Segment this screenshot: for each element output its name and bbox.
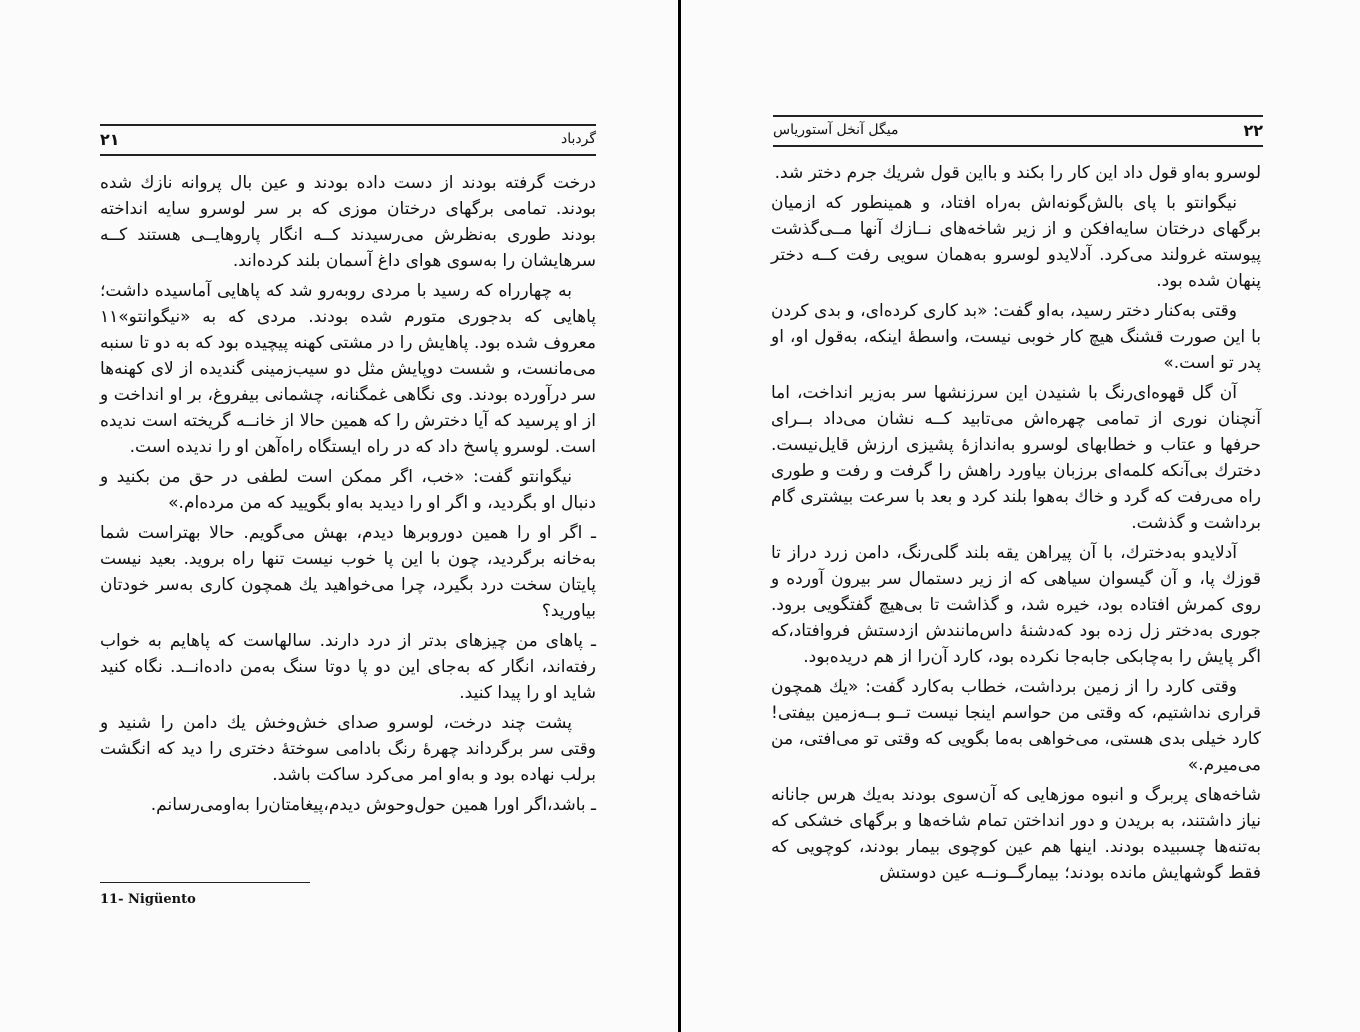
paragraph: لوسرو به‌او قول داد این کار را بکند و بااین قول شریك جرم دختر شد.: [774, 163, 1261, 183]
paragraph: نیگوانتو گفت: «خب، اگر ممکن است لطفی در حق من بکنید و دنبال او بگردید، و اگر او را دیدید به‌او بگویید که من مرده‌ام.»: [100, 467, 596, 513]
paragraph: پشت چند درخت، لوسرو صدای خش‌وخش یك دامن را شنید و وقتی سر برگرداند چهرهٔ رنگ بادامی سوختهٔ دختری را دید که انگشت برلب نهاده بود و به‌او امر می‌کرد ساکت باشد.: [100, 713, 596, 785]
paragraph: وقتی به‌کنار دختر رسید، به‌او گفت: «بد کاری کرده‌ای، و بدی کردن با این صورت قشنگ هیچ کار خوبی نیست، واسطهٔ اینکه، به‌قول او، او پدر تو است.»: [771, 301, 1261, 373]
paragraph: درخت گرفته بودند از دست داده بودند و عین بال پروانه نازك شده بودند. تمامی برگهای درختان موزی که بر سر لوسرو سایه انداخته بودند طوری به‌نظرش می‌رسیدند کــه انگار پاروهایــی هستند کــه سرهایشان را به‌سوی هوای داغ آسمان بلند کرده‌اند.: [100, 173, 596, 271]
running-title: میگل آنخل آستوریاس: [773, 122, 899, 138]
header-rule: [100, 124, 596, 126]
page-header: [100, 124, 596, 156]
paragraph: ـ اگر او را همین دوروبرها دیدم، بهش می‌گویم. حالا بهتراست شما به‌خانه برگردید، چون با این پا خوب نیست تنها راه بروید. بعید نیست پایتان سخت درد بگیرد، چرا می‌خواهید یك همچون کاری به‌سر خودتان بیاورید؟: [100, 523, 596, 621]
footnote-rule: [100, 882, 310, 883]
paragraph: ـ پاهای من چیزهای بدتر از درد دارند. سالهاست که پاهایم به خواب رفته‌اند، انگار که به‌جای این دو پا دوتا سنگ به‌من داده‌انــد. نگاه کنید شاید او را پیدا کنید.: [100, 631, 596, 703]
paragraph: شاخه‌های پربرگ و انبوه موزهایی که آن‌سوی بودند به‌یك هرس جانانه نیاز داشتند، به بریدن و دور انداختن تمام شاخه‌ها و برگهای خشکی که به‌تنه‌ها چسبیده بودند. اینها هم عین کوچوی بیمار بودند، کوچویی که فقط گوشهایش مانده بودند؛ بیمارگــونــه عین دوستش: [771, 785, 1261, 883]
paragraph: ـ باشد،اگر اورا همین حول‌وحوش دیدم،پیغامتان‌را به‌اومی‌رسانم.: [150, 795, 596, 815]
body-text: [771, 160, 1261, 890]
paragraph: آدلایدو به‌دخترك، با آن پیراهن یقه بلند گلی‌رنگ، دامن زرد دراز تا قوزك پا، و آن گیسوان سیاهی که از زیر دستمال سر بیرون آورده و روی کمرش افتاده بود، خیره شد، و گذاشت تا بی‌هیچ گفتگویی برود. جوری به‌دختر زل زده بود که‌دشنهٔ داس‌مانندش ازدستش فروافتاد،که اگر پایش را به‌چابکی جابه‌جا نکرده بود، کارد آن‌را از هم دریده‌بود.: [771, 543, 1261, 667]
paragraph: آن گل قهوه‌ای‌رنگ با شنیدن این سرزنشها سر به‌زیر انداخت، اما آنچنان نوری از تمامی چهره‌اش می‌تابید کــه نشان می‌داد بــرای حرفها و عتاب و خطابهای لوسرو به‌اندازهٔ پشیزی ارزش قایل‌نیست. دخترك بی‌آنکه کلمه‌ای برزبان بیاورد راهش را گرفت و رفت و طوری راه می‌رفت که گرد و خاك به‌هوا بلند کرد و بعد با سرعت بیشتری گام برداشت و گذشت.: [771, 383, 1261, 533]
paragraph: وقتی کارد را از زمین برداشت، خطاب به‌کارد گفت: «یك همچون قراری نداشتیم، که وقتی من حواسم اینجا نیست تــو بــه‌زمین بیفتی! کارد خیلی بدی هستی، می‌خواهی به‌ما بگویی که وقتی تو می‌افتی، من می‌میرم.»: [771, 677, 1261, 775]
paragraph: نیگوانتو با پای بالش‌گونه‌اش به‌راه افتاد، و همینطور که ازمیان برگهای درختان سایه‌افکن و از زیر شاخه‌های نــازك آنها مــی‌گذشت پیوسته غرولند می‌کرد. آدلایدو لوسرو به‌همان سویی رفت کــه دختر پنهان شده بود.: [771, 193, 1261, 291]
header-rule: [773, 115, 1263, 117]
page-number: ۲۲: [1243, 120, 1263, 140]
right-page: [681, 0, 1360, 1032]
page-number: ۲۱: [100, 129, 120, 149]
page-header: [773, 115, 1263, 147]
body-text: [100, 170, 596, 822]
running-title: گردباد: [560, 131, 596, 147]
left-page: [0, 0, 679, 1032]
footnote: 11- Nigüento: [100, 892, 196, 907]
paragraph: به چهارراه که رسید با مردی روبه‌رو شد که پاهایی آماسیده داشت؛ پاهایی که بدجوری متورم شده بودند. مردی که به «نیگوانتو»۱۱ معروف شده بود. پاهایش را در مشتی کهنه پیچیده بود که به دو تا سنبه می‌مانست، و شست دوپایش مثل دو سیب‌زمینی گندیده از لای کهنه‌ها سر درآورده بودند. وی نگاهی غمگنانه، چشمانی بیفروغ، بر او انداخت و از او پرسید که آیا دخترش را که همین حالا از خانــه گریخته است ندیده است. لوسرو پاسخ داد که در راه ایستگاه راه‌آهن او را ندیده است.: [100, 281, 596, 457]
